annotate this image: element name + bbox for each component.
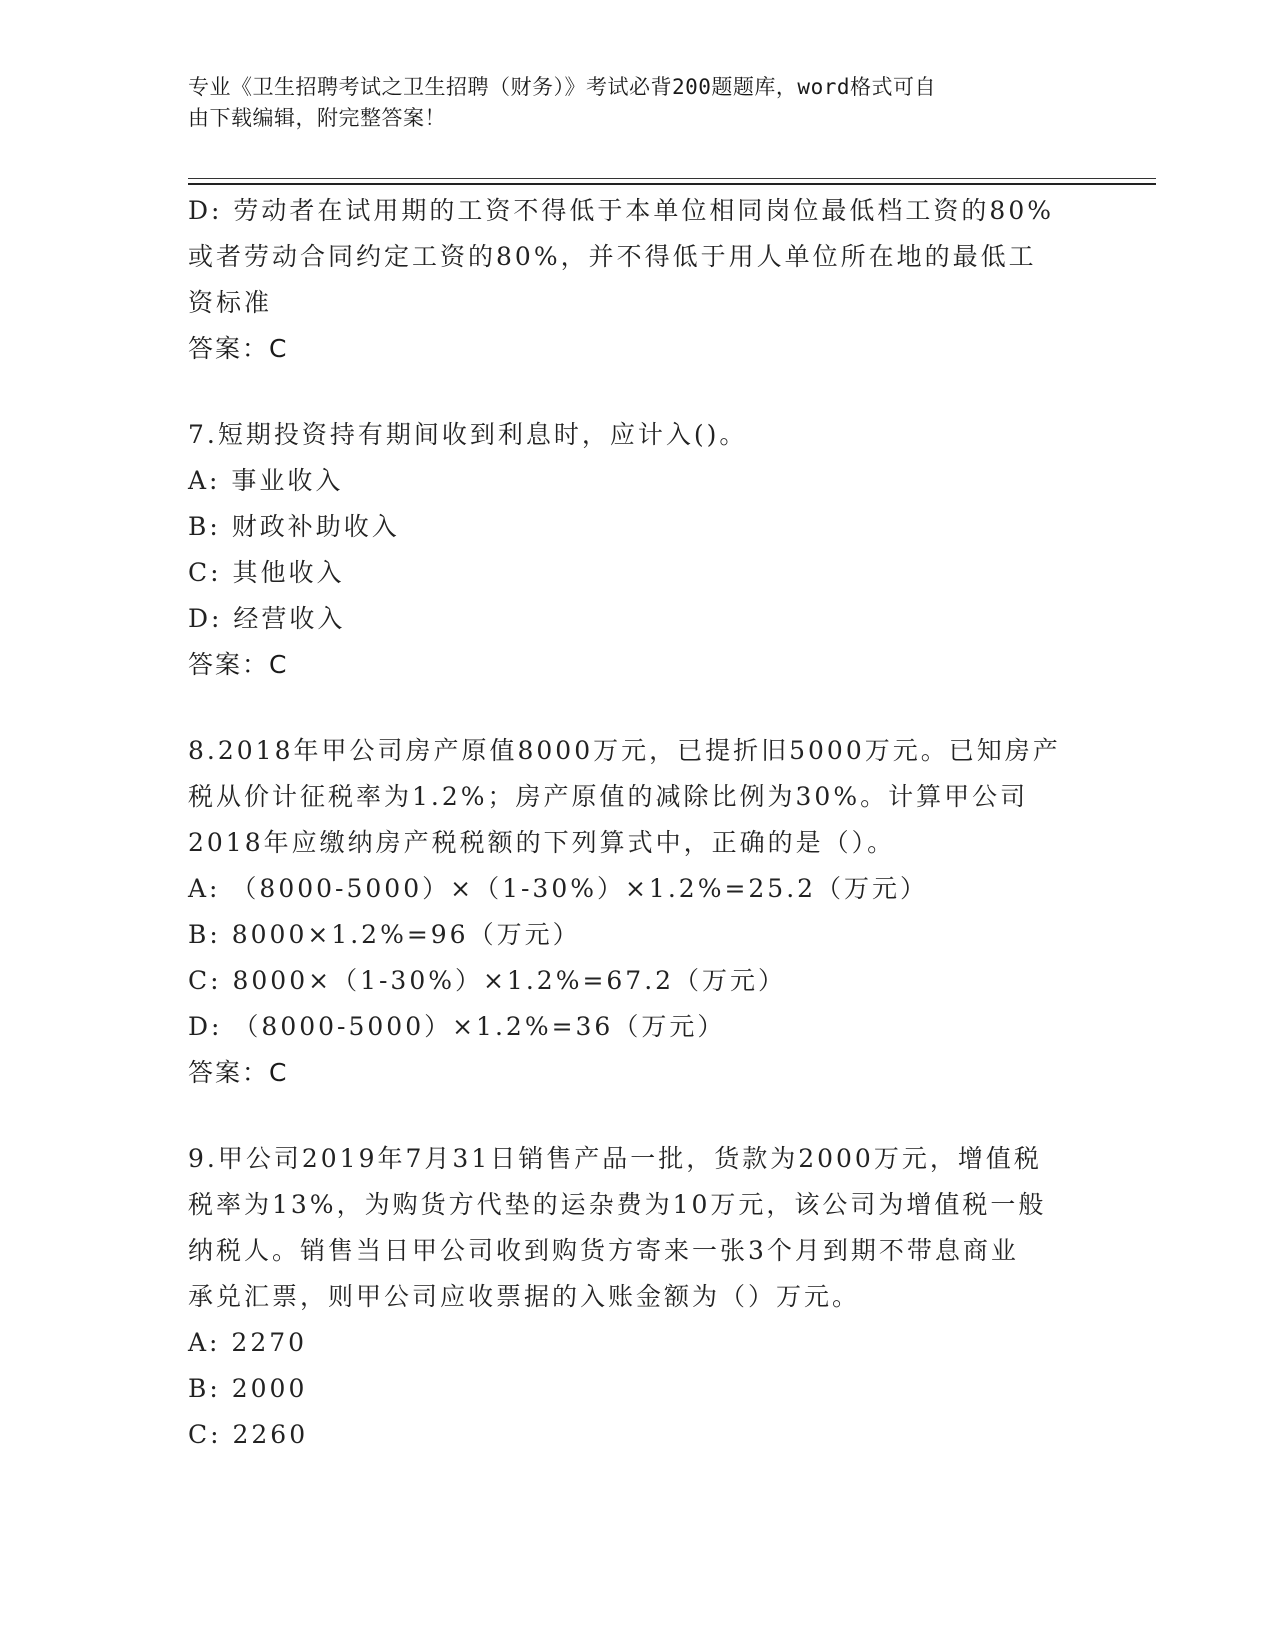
option-d: D: （8000-5000）×1.2%=36（万元）	[188, 1012, 726, 1041]
question-text-line-2: 税率为13%，为购货方代垫的运杂费为10万元，该公司为增值税一般	[188, 1190, 1047, 1219]
option-b: B: 2000	[188, 1374, 308, 1403]
option-d-line-3: 资标准	[188, 288, 273, 317]
header-line-2: 由下载编辑，附完整答案！	[188, 106, 446, 130]
question-text-line-4: 承兑汇票，则甲公司应收票据的入账金额为（）万元。	[188, 1282, 861, 1311]
document-header	[188, 72, 1088, 134]
spacer	[188, 372, 1078, 412]
question-6-continuation	[188, 188, 1078, 372]
option-d-line-2: 或者劳动合同约定工资的80%，并不得低于用人单位所在地的最低工	[188, 242, 1037, 271]
answer-label: 答案：C	[188, 650, 289, 679]
question-text: 7.短期投资持有期间收到利息时，应计入()。	[188, 420, 748, 449]
question-8	[188, 728, 1078, 1096]
question-9	[188, 1136, 1078, 1458]
option-b: B: 8000×1.2%=96（万元）	[188, 920, 581, 949]
document-body	[188, 188, 1078, 1458]
header-divider-thin	[188, 178, 1156, 179]
answer-label: 答案：C	[188, 1058, 289, 1087]
option-c: C: 其他收入	[188, 558, 345, 587]
answer-label: 答案：C	[188, 334, 289, 363]
spacer	[188, 1096, 1078, 1136]
question-text-line-3: 纳税人。销售当日甲公司收到购货方寄来一张3个月到期不带息商业	[188, 1236, 1019, 1265]
option-c: C: 2260	[188, 1420, 309, 1449]
question-text-line-3: 2018年应缴纳房产税税额的下列算式中，正确的是（）。	[188, 828, 896, 857]
spacer	[188, 688, 1078, 728]
question-text-line-2: 税从价计征税率为1.2%；房产原值的减除比例为30%。计算甲公司	[188, 782, 1029, 811]
header-line-1: 专业《卫生招聘考试之卫生招聘（财务）》考试必背200题题库，word格式可自	[188, 75, 936, 99]
question-text-line-1: 9.甲公司2019年7月31日销售产品一批，货款为2000万元，增值税	[188, 1144, 1042, 1173]
question-7	[188, 412, 1078, 688]
question-text-line-1: 8.2018年甲公司房产原值8000万元，已提折旧5000万元。已知房产	[188, 736, 1061, 765]
option-d-line-1: D: 劳动者在试用期的工资不得低于本单位相同岗位最低档工资的80%	[188, 196, 1054, 225]
option-b: B: 财政补助收入	[188, 512, 400, 541]
option-d: D: 经营收入	[188, 604, 346, 633]
option-c: C: 8000×（1-30%）×1.2%=67.2（万元）	[188, 966, 787, 995]
option-a: A: 事业收入	[188, 466, 344, 495]
option-a: A: （8000-5000）×（1-30%）×1.2%=25.2（万元）	[188, 874, 929, 903]
option-a: A: 2270	[188, 1328, 308, 1357]
header-divider-thick	[188, 183, 1156, 185]
